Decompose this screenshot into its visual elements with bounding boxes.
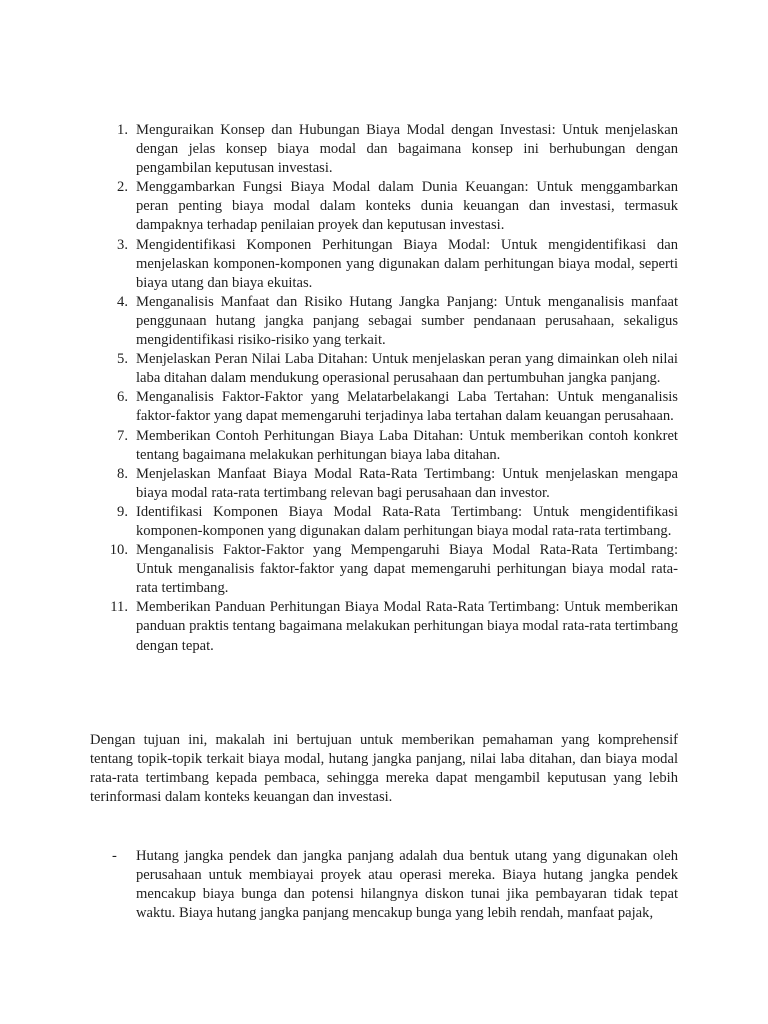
list-item [90, 427, 678, 465]
list-item [90, 465, 678, 503]
bullet-dash: - [112, 848, 117, 864]
list-item [90, 503, 678, 541]
list-item-text: Mengidentifikasi Komponen Perhitungan Biaya Modal: Untuk mengidentifikasi dan menjelaskan komponen-komponen yang digunakan dalam perhitungan biaya modal, seperti biaya utang dan biaya ekuitas. [136, 236, 678, 291]
list-item-text: Memberikan Panduan Perhitungan Biaya Modal Rata-Rata Tertimbang: Untuk memberikan panduan praktis tentang bagaimana melakukan perhitungan biaya modal rata-rata tertimbang dengan tepat. [136, 599, 678, 654]
list-item-number: 11. [110, 599, 128, 616]
list-item-number: 7. [117, 427, 128, 444]
list-item-number: 9. [117, 503, 128, 520]
list-item-text: Memberikan Contoh Perhitungan Biaya Laba Ditahan: Untuk memberikan contoh konkret tentang bagaimana melakukan perhitungan biaya laba ditahan. [136, 427, 678, 463]
bullet-item [90, 847, 678, 923]
list-item [90, 598, 678, 655]
list-item-number: 8. [117, 465, 128, 482]
list-item-text: Menjelaskan Manfaat Biaya Modal Rata-Rata Tertimbang: Untuk menjelaskan mengapa biaya modal rata-rata tertimbang relevan bagi perusahaan dan investor. [136, 465, 678, 501]
objectives-list [90, 121, 678, 656]
bullet-item-text: Hutang jangka pendek dan jangka panjang adalah dua bentuk utang yang digunakan oleh perusahaan untuk membiayai proyek atau operasi mereka. Biaya hutang jangka pendek mencakup biaya bunga dan potensi hilangnya diskon tunai jika pembayaran tidak tepat waktu. Biaya hutang jangka panjang mencakup bunga yang lebih rendah, manfaat pajak, [136, 848, 678, 922]
list-item-number: 3. [117, 236, 128, 253]
list-item-text: Menguraikan Konsep dan Hubungan Biaya Modal dengan Investasi: Untuk menjelaskan dengan jelas konsep biaya modal dan bagaimana konsep ini berhubungan dengan pengambilan keputusan investasi. [136, 122, 678, 177]
list-item-number: 6. [117, 389, 128, 406]
list-item-number: 5. [117, 351, 128, 368]
list-item [90, 236, 678, 293]
list-item [90, 178, 678, 235]
list-item-number: 1. [117, 122, 128, 138]
closing-paragraph: Dengan tujuan ini, makalah ini bertujuan untuk memberikan pemahaman yang komprehensif tentang topik-topik terkait biaya modal, hutang jangka panjang, nilai laba ditahan, dan biaya modal rata-rata tertimbang kepada pembaca, sehingga mereka dapat mengambil keputusan yang lebih terinformasi dalam konteks keuangan dan investasi. [90, 732, 678, 806]
list-item [90, 388, 678, 426]
list-item-text: Menjelaskan Peran Nilai Laba Ditahan: Untuk menjelaskan peran yang dimainkan oleh nilai laba ditahan dalam mendukung operasional perusahaan dan pertumbuhan jangka panjang. [136, 351, 678, 387]
list-item-text: Menganalisis Manfaat dan Risiko Hutang Jangka Panjang: Untuk menganalisis manfaat penggunaan hutang jangka panjang sebagai sumber pendanaan perusahaan, sekaligus mengidentifikasi risiko-risiko yang terkait. [136, 293, 678, 349]
list-item-number: 2. [117, 179, 128, 196]
list-item-text: Menganalisis Faktor-Faktor yang Melatarbelakangi Laba Tertahan: Untuk menganalisis faktor-faktor yang dapat memengaruhi terjadinya laba tertahan dalam keuangan perusahaan. [136, 389, 678, 425]
list-item-text: Menganalisis Faktor-Faktor yang Mempengaruhi Biaya Modal Rata-Rata Tertimbang: Untuk menganalisis faktor-faktor yang dapat memengaruhi perhitungan biaya modal rata-rata tertimbang. [136, 542, 678, 597]
list-item-text: Identifikasi Komponen Biaya Modal Rata-Rata Tertimbang: Untuk mengidentifikasi komponen-komponen yang digunakan dalam perhitungan biaya modal rata-rata tertimbang. [136, 503, 678, 539]
list-item [90, 293, 678, 350]
bullet-list [90, 847, 678, 923]
list-item-number: 4. [117, 293, 128, 310]
list-item-text: Menggambarkan Fungsi Biaya Modal dalam Dunia Keuangan: Untuk menggambarkan peran penting biaya modal dalam konteks dunia keuangan dan investasi, termasuk dampaknya terhadap penilaian proyek dan keputusan investasi. [136, 179, 678, 234]
list-item [90, 121, 678, 178]
list-item [90, 350, 678, 388]
list-item-number: 10. [109, 542, 128, 559]
list-item [90, 541, 678, 598]
